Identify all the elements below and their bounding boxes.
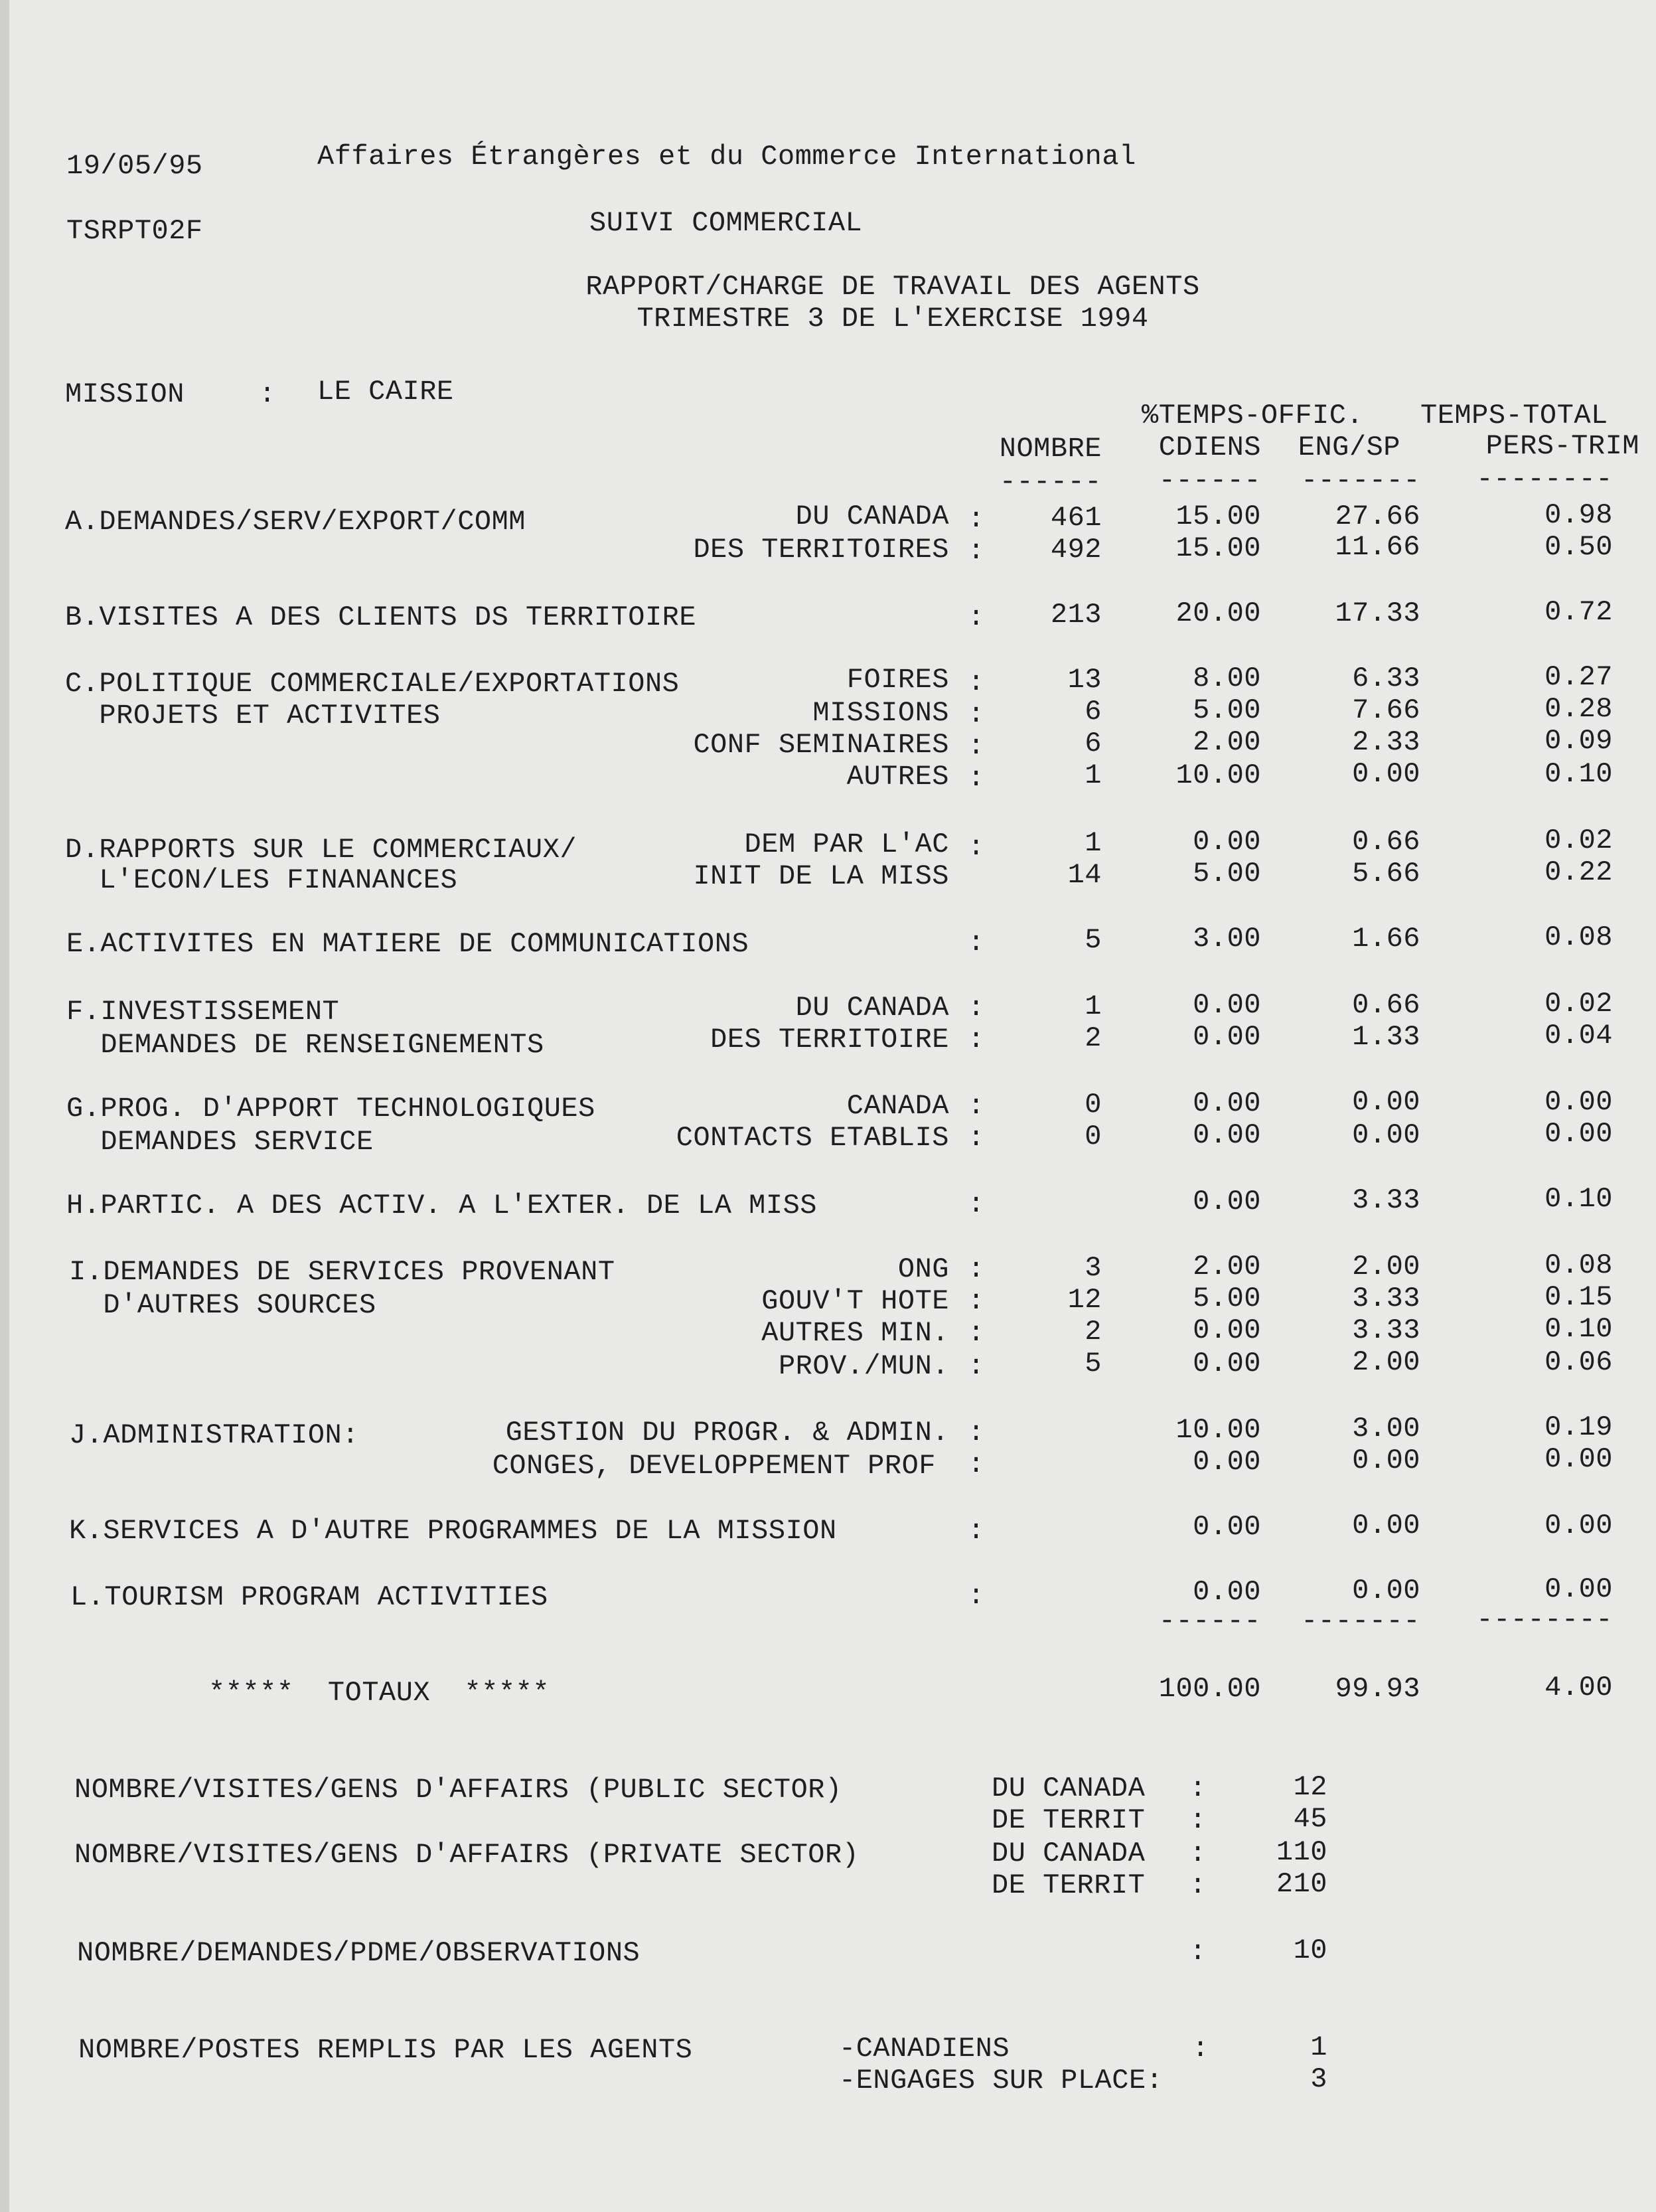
page-edge	[0, 0, 9, 2212]
visits-value: 210	[1276, 1868, 1327, 1900]
cell-engsp: 2.00	[1352, 1346, 1420, 1378]
cell-pers-trim: 0.98	[1544, 499, 1613, 531]
cell-nombre: 5	[1085, 1348, 1102, 1380]
cell-pers-trim: 0.15	[1544, 1281, 1613, 1313]
pdme-value: 10	[1293, 1935, 1327, 1966]
cell-cdiens: 0.00	[1193, 1446, 1261, 1478]
row-sublabel: GESTION DU PROGR. & ADMIN.	[505, 1417, 949, 1449]
col-header-cdiens: CDIENS	[1158, 432, 1261, 463]
row-label: A.DEMANDES/SERV/EXPORT/COMM	[65, 506, 526, 538]
cell-nombre: 14	[1067, 859, 1102, 891]
row-label: G.PROG. D'APPORT TECHNOLOGIQUES	[66, 1093, 595, 1125]
col-header-total-time: TEMPS-TOTAL	[1420, 400, 1608, 432]
cell-cdiens: 10.00	[1175, 759, 1261, 791]
system-name: SUIVI COMMERCIAL	[589, 207, 863, 239]
col-underline: ------	[1158, 465, 1261, 497]
row-colon: :	[968, 730, 985, 762]
cell-pers-trim: 0.10	[1544, 758, 1613, 790]
cell-cdiens: 8.00	[1193, 663, 1261, 694]
totals-rule: ------	[1158, 1605, 1261, 1637]
mission-value: LE CAIRE	[317, 376, 454, 408]
cell-nombre: 0	[1085, 1089, 1102, 1121]
cell-pers-trim: 0.50	[1544, 531, 1613, 563]
cell-engsp: 3.33	[1352, 1184, 1420, 1216]
visits-colon: :	[1189, 1838, 1207, 1869]
cell-engsp: 0.66	[1352, 826, 1420, 858]
col-underline: -------	[1301, 465, 1420, 497]
cell-engsp: 0.00	[1352, 1445, 1420, 1476]
row-label: B.VISITES A DES CLIENTS DS TERRITOIRE	[65, 601, 697, 633]
col-underline: ------	[999, 466, 1102, 498]
row-sublabel: INIT DE LA MISS	[693, 860, 949, 892]
row-label: J.ADMINISTRATION:	[69, 1419, 359, 1451]
row-sublabel: CONF SEMINAIRES	[693, 729, 949, 761]
visits-colon: :	[1189, 1869, 1207, 1901]
cell-pers-trim: 0.28	[1544, 693, 1613, 725]
cell-cdiens: 5.00	[1193, 1283, 1261, 1314]
cell-nombre: 492	[1050, 534, 1102, 566]
mission-colon: :	[259, 378, 276, 410]
cell-nombre: 6	[1085, 696, 1102, 728]
total-pers-trim: 4.00	[1544, 1672, 1613, 1703]
row-label: L.TOURISM PROGRAM ACTIVITIES	[70, 1581, 548, 1613]
report-code: TSRPT02F	[66, 215, 203, 247]
cell-cdiens: 3.00	[1193, 923, 1261, 955]
cell-engsp: 27.66	[1335, 501, 1420, 532]
row-colon: :	[968, 698, 985, 730]
cell-nombre: 2	[1085, 1022, 1102, 1054]
organization-name: Affaires Étrangères et du Commerce International	[317, 141, 1136, 173]
cell-nombre: 2	[1085, 1316, 1102, 1348]
cell-pers-trim: 0.19	[1544, 1411, 1613, 1443]
cell-pers-trim: 0.04	[1544, 1020, 1613, 1052]
row-sublabel: AUTRES MIN.	[761, 1317, 949, 1349]
row-colon: :	[968, 1090, 985, 1122]
cell-pers-trim: 0.10	[1544, 1313, 1613, 1345]
row-colon: :	[968, 762, 985, 794]
cell-cdiens: 5.00	[1193, 858, 1261, 890]
total-cdiens: 100.00	[1158, 1673, 1261, 1705]
row-sublabel: DEM PAR L'AC	[744, 829, 949, 860]
pdme-label: NOMBRE/DEMANDES/PDME/OBSERVATIONS	[77, 1937, 640, 1969]
total-engsp: 99.93	[1335, 1673, 1420, 1705]
row-label: E.ACTIVITES EN MATIERE DE COMMUNICATIONS	[66, 928, 749, 960]
pdme-colon: :	[1189, 1936, 1207, 1968]
cell-nombre: 12	[1067, 1284, 1102, 1316]
row-label: F.INVESTISSEMENT	[66, 996, 340, 1028]
col-header-pct-time: %TEMPS-OFFIC.	[1142, 400, 1364, 432]
row-colon: :	[968, 1122, 985, 1154]
row-sublabel: CONGES, DEVELOPPEMENT PROF	[492, 1450, 936, 1482]
totals-rule: --------	[1476, 1604, 1613, 1636]
cell-engsp: 0.00	[1352, 1119, 1420, 1151]
cell-engsp: 11.66	[1335, 531, 1420, 563]
cell-pers-trim: 0.08	[1544, 1249, 1613, 1281]
postes-label: NOMBRE/POSTES REMPLIS PAR LES AGENTS	[78, 2034, 693, 2066]
cell-cdiens: 20.00	[1175, 597, 1261, 629]
row-sublabel: MISSIONS	[812, 697, 949, 729]
cell-nombre: 3	[1085, 1252, 1102, 1284]
cell-nombre: 13	[1067, 664, 1102, 696]
cell-cdiens: 0.00	[1193, 1314, 1261, 1346]
cell-pers-trim: 0.02	[1544, 825, 1613, 856]
col-header-engsp: ENG/SP	[1298, 432, 1400, 463]
cell-cdiens: 0.00	[1193, 1119, 1261, 1151]
row-sublabel: AUTRES	[846, 761, 949, 793]
row-label: I.DEMANDES DE SERVICES PROVENANT	[69, 1256, 615, 1288]
row-colon: :	[968, 1417, 985, 1449]
cell-engsp: 3.33	[1352, 1314, 1420, 1346]
row-sublabel: CONTACTS ETABLIS	[676, 1122, 949, 1154]
cell-nombre: 461	[1050, 502, 1102, 534]
cell-cdiens: 10.00	[1175, 1414, 1261, 1446]
cell-cdiens: 0.00	[1193, 1186, 1261, 1218]
row-label: C.POLITIQUE COMMERCIALE/EXPORTATIONS	[65, 668, 680, 700]
mission-label: MISSION	[65, 378, 185, 410]
row-sublabel: DU CANADA	[795, 992, 949, 1024]
cell-cdiens: 15.00	[1175, 532, 1261, 564]
row-colon: :	[968, 992, 985, 1024]
cell-pers-trim: 0.02	[1544, 988, 1613, 1020]
cell-cdiens: 0.00	[1193, 1576, 1261, 1608]
cell-engsp: 5.66	[1352, 858, 1420, 890]
visits-colon: :	[1189, 1804, 1207, 1836]
visits-label: NOMBRE/VISITES/GENS D'AFFAIRS (PRIVATE SECTOR)	[74, 1839, 860, 1871]
cell-cdiens: 5.00	[1193, 694, 1261, 726]
postes-value: 3	[1310, 2063, 1327, 2095]
visits-label: NOMBRE/VISITES/GENS D'AFFAIRS (PUBLIC SECTOR)	[74, 1774, 842, 1806]
row-colon: :	[968, 1024, 985, 1056]
row-sublabel: DES TERRITOIRE	[710, 1024, 949, 1056]
report-title: RAPPORT/CHARGE DE TRAVAIL DES AGENTS	[585, 271, 1200, 303]
cell-nombre: 0	[1085, 1121, 1102, 1152]
cell-pers-trim: 0.22	[1544, 856, 1613, 888]
visits-value: 110	[1276, 1836, 1327, 1868]
cell-cdiens: 0.00	[1193, 989, 1261, 1021]
totals-label: ***** TOTAUX *****	[208, 1677, 550, 1709]
row-colon: :	[968, 503, 985, 535]
cell-pers-trim: 0.08	[1544, 921, 1613, 953]
cell-engsp: 0.00	[1352, 1510, 1420, 1541]
cell-cdiens: 2.00	[1193, 726, 1261, 758]
row-label: D.RAPPORTS SUR LE COMMERCIAUX/	[65, 834, 577, 866]
cell-engsp: 1.33	[1352, 1021, 1420, 1053]
row-colon: :	[968, 927, 985, 959]
visits-colon: :	[1189, 1773, 1207, 1804]
col-header-pers-trim: PERS-TRIM	[1485, 430, 1639, 462]
cell-nombre: 213	[1050, 599, 1102, 631]
row-colon: :	[968, 601, 985, 633]
totals-rule: -------	[1301, 1605, 1420, 1637]
visits-value: 12	[1293, 1771, 1327, 1803]
cell-engsp: 0.00	[1352, 1575, 1420, 1607]
postes-colon: :	[1192, 2033, 1209, 2065]
row-label: K.SERVICES A D'AUTRE PROGRAMMES DE LA MISSION	[69, 1515, 837, 1547]
row-colon: :	[968, 1285, 985, 1317]
cell-engsp: 3.00	[1352, 1413, 1420, 1445]
cell-cdiens: 0.00	[1193, 1021, 1261, 1053]
cell-pers-trim: 0.00	[1544, 1118, 1613, 1150]
cell-cdiens: 0.00	[1193, 1348, 1261, 1380]
row-colon: :	[968, 535, 985, 567]
row-colon: :	[968, 1188, 985, 1220]
row-colon: :	[968, 1515, 985, 1547]
postes-sublabel: -ENGAGES SUR PLACE:	[839, 2065, 1164, 2096]
row-label: DEMANDES SERVICE	[66, 1126, 374, 1158]
cell-engsp: 7.66	[1352, 694, 1420, 726]
row-label: L'ECON/LES FINANANCES	[65, 864, 458, 896]
row-colon: :	[968, 1350, 985, 1382]
postes-sublabel: -CANADIENS	[839, 2033, 1010, 2065]
cell-cdiens: 0.00	[1193, 1511, 1261, 1543]
visits-sublabel: DU CANADA	[992, 1773, 1146, 1804]
cell-pers-trim: 0.00	[1544, 1086, 1613, 1118]
cell-pers-trim: 0.27	[1544, 661, 1613, 693]
row-label: D'AUTRES SOURCES	[69, 1289, 376, 1321]
cell-pers-trim: 0.09	[1544, 725, 1613, 757]
row-sublabel: FOIRES	[846, 664, 949, 696]
row-colon: :	[968, 1317, 985, 1349]
row-sublabel: DES TERRITOIRES	[693, 534, 949, 566]
cell-engsp: 0.66	[1352, 989, 1420, 1021]
col-header-nombre: NOMBRE	[999, 433, 1102, 465]
cell-cdiens: 0.00	[1193, 826, 1261, 858]
cell-engsp: 0.00	[1352, 758, 1420, 790]
visits-sublabel: DE TERRIT	[992, 1869, 1146, 1901]
cell-nombre: 1	[1085, 759, 1102, 791]
visits-value: 45	[1293, 1803, 1327, 1835]
postes-value: 1	[1310, 2031, 1327, 2063]
cell-pers-trim: 0.06	[1544, 1346, 1613, 1378]
cell-nombre: 5	[1085, 924, 1102, 956]
cell-pers-trim: 0.10	[1544, 1183, 1613, 1215]
row-sublabel: ONG	[897, 1253, 949, 1285]
visits-sublabel: DU CANADA	[992, 1838, 1146, 1869]
row-colon: :	[968, 1449, 985, 1480]
col-underline: --------	[1476, 463, 1613, 495]
cell-pers-trim: 0.00	[1544, 1510, 1613, 1541]
cell-engsp: 2.00	[1352, 1251, 1420, 1283]
cell-engsp: 0.00	[1352, 1086, 1420, 1118]
cell-nombre: 1	[1085, 990, 1102, 1022]
cell-cdiens: 0.00	[1193, 1087, 1261, 1119]
row-sublabel: GOUV'T HOTE	[761, 1285, 949, 1317]
report-date: 19/05/95	[66, 150, 203, 182]
row-colon: :	[968, 667, 985, 698]
visits-sublabel: DE TERRIT	[992, 1804, 1146, 1836]
row-label: DEMANDES DE RENSEIGNEMENTS	[66, 1029, 544, 1061]
row-colon: :	[968, 1580, 985, 1612]
cell-nombre: 6	[1085, 728, 1102, 759]
cell-engsp: 17.33	[1335, 597, 1420, 629]
cell-pers-trim: 0.00	[1544, 1443, 1613, 1475]
row-colon: :	[968, 1253, 985, 1285]
row-sublabel: DU CANADA	[795, 501, 949, 532]
row-label: H.PARTIC. A DES ACTIV. A L'EXTER. DE LA MISS	[66, 1190, 817, 1222]
row-sublabel: CANADA	[846, 1090, 949, 1122]
cell-engsp: 3.33	[1352, 1283, 1420, 1314]
cell-engsp: 1.66	[1352, 923, 1420, 955]
row-label: PROJETS ET ACTIVITES	[65, 700, 441, 732]
cell-cdiens: 2.00	[1193, 1251, 1261, 1283]
cell-cdiens: 15.00	[1175, 501, 1261, 532]
row-sublabel: PROV./MUN.	[778, 1350, 949, 1382]
cell-engsp: 2.33	[1352, 726, 1420, 758]
row-colon: :	[968, 831, 985, 863]
cell-engsp: 6.33	[1352, 663, 1420, 694]
cell-pers-trim: 0.72	[1544, 596, 1613, 628]
report-period: TRIMESTRE 3 DE L'EXERCISE 1994	[637, 303, 1149, 335]
cell-pers-trim: 0.00	[1544, 1573, 1613, 1605]
cell-nombre: 1	[1085, 827, 1102, 859]
